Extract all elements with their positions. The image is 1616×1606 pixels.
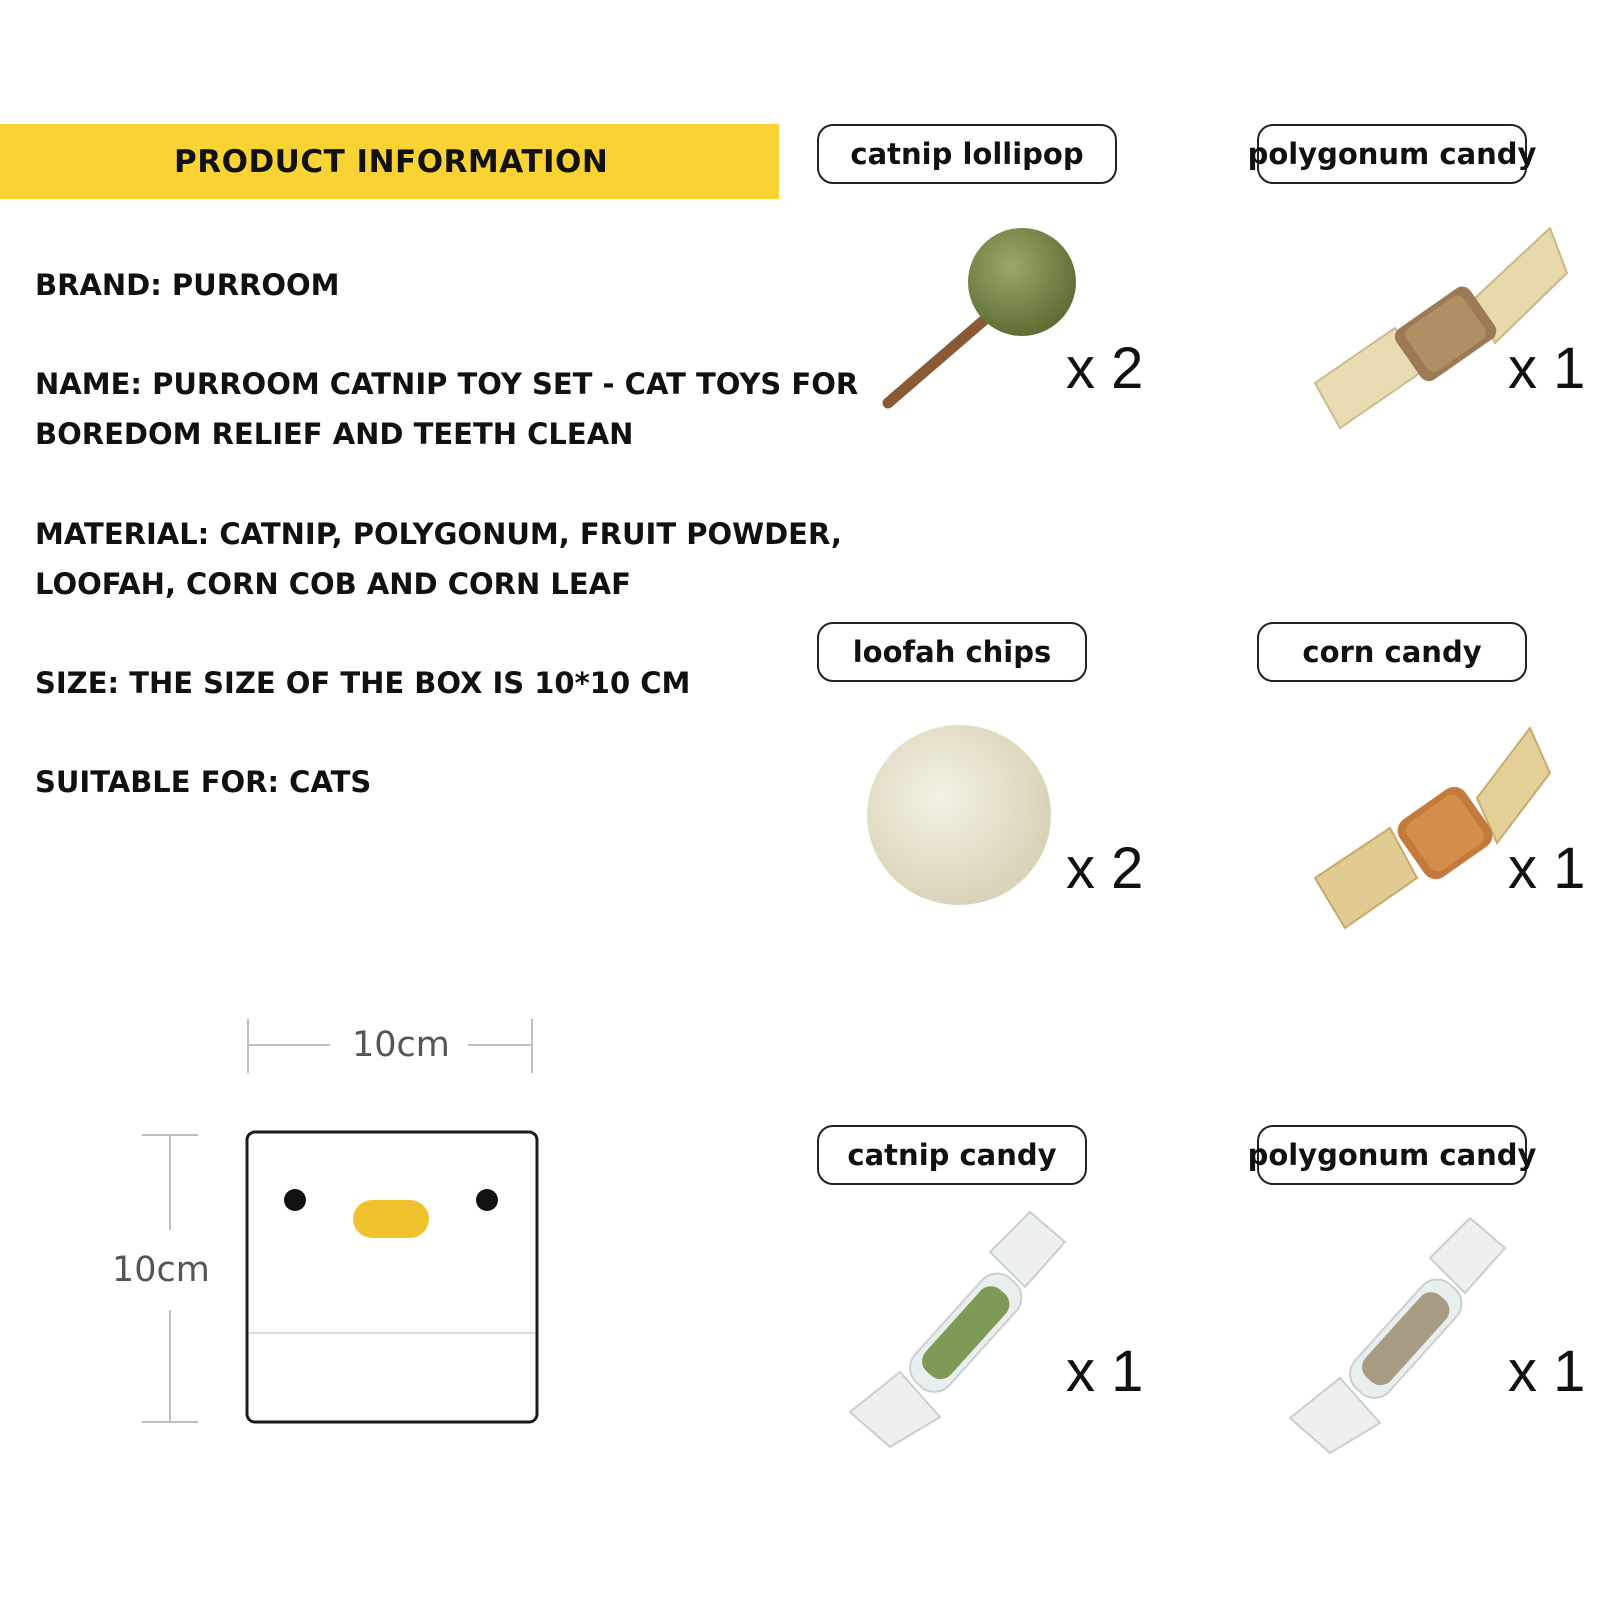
product-label: polygonum candy: [1257, 1125, 1527, 1185]
catnip-lollipop-image: [880, 225, 1120, 415]
box-width-label: 10cm: [352, 1025, 450, 1065]
product-label: catnip lollipop: [817, 124, 1117, 184]
product-label: polygonum candy: [1257, 124, 1527, 184]
product-label: catnip candy: [817, 1125, 1087, 1185]
polygonum-candy-bag-image: [1290, 1218, 1520, 1458]
box-image: [245, 1130, 540, 1425]
quantity-label: x 1: [1508, 336, 1586, 401]
corn-candy-image: [1305, 718, 1565, 933]
box-height-label: 10cm: [112, 1250, 210, 1290]
product-label: corn candy: [1257, 622, 1527, 682]
quantity-label: x 1: [1508, 836, 1586, 901]
name-line-1: NAME: PURROOM CATNIP TOY SET - CAT TOYS FOR: [35, 367, 859, 401]
quantity-label: x 2: [1066, 336, 1144, 401]
catnip-candy-image: [850, 1212, 1080, 1452]
product-label: loofah chips: [817, 622, 1087, 682]
material-line-1: MATERIAL: CATNIP, POLYGONUM, FRUIT POWDER,: [35, 517, 842, 551]
name-line-2: BOREDOM RELIEF AND TEETH CLEAN: [35, 417, 634, 451]
header-band: [0, 124, 779, 199]
quantity-label: x 1: [1508, 1339, 1586, 1404]
suitable-line: SUITABLE FOR: CATS: [35, 765, 372, 799]
section-title: PRODUCT INFORMATION: [174, 143, 609, 180]
polygonum-candy-image: [1305, 218, 1565, 433]
material-line-2: LOOFAH, CORN COB AND CORN LEAF: [35, 567, 631, 601]
loofah-chip-image: [863, 720, 1053, 910]
quantity-label: x 2: [1066, 836, 1144, 901]
brand-line: BRAND: PURROOM: [35, 268, 340, 302]
quantity-label: x 1: [1066, 1339, 1144, 1404]
size-line: SIZE: THE SIZE OF THE BOX IS 10*10 CM: [35, 666, 691, 700]
